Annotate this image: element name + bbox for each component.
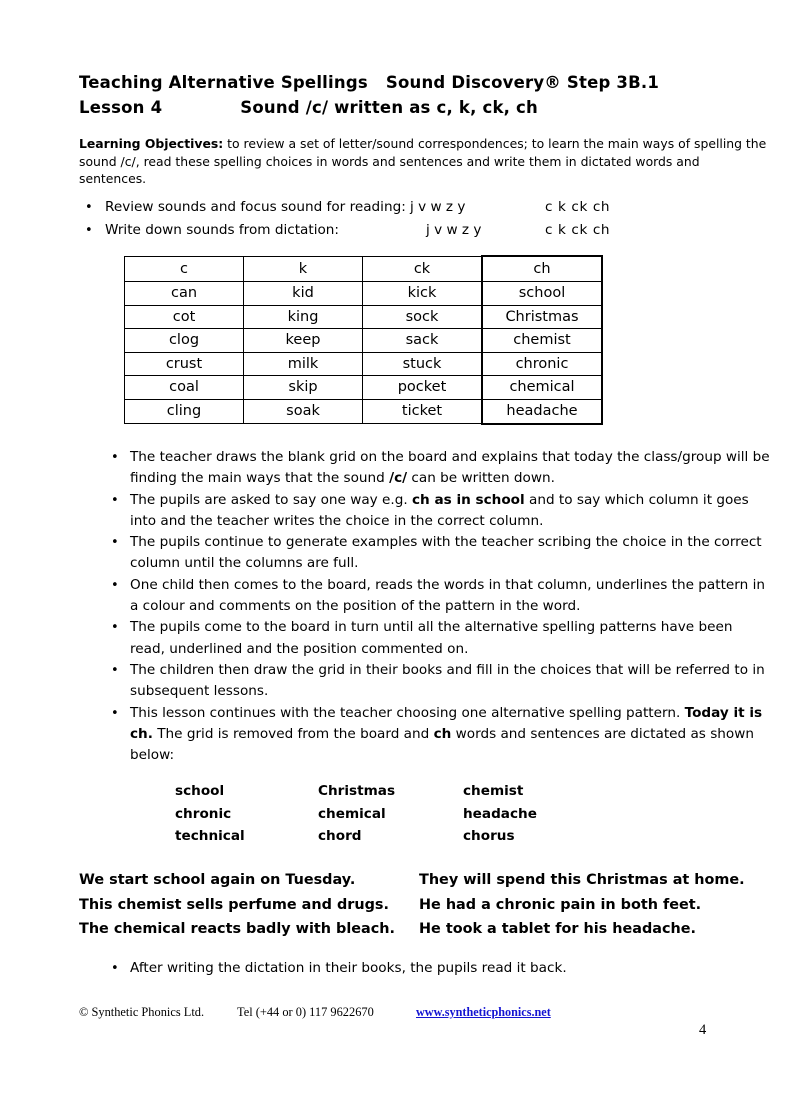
review-bullet-item xyxy=(79,219,769,242)
bullet-glyph-icon: • xyxy=(111,620,119,636)
review-bullet-label: Review sounds and focus sound for reading: xyxy=(105,199,406,215)
focus-sounds-group: c k ck ch xyxy=(545,199,611,215)
spelling-grid-cell: pocket xyxy=(363,376,483,400)
dictation-sentence: This chemist sells perfume and drugs. xyxy=(79,896,389,913)
lesson-step-item xyxy=(110,447,770,490)
spelling-grid-cell: kid xyxy=(244,282,363,306)
lesson-step-text: The pupils continue to generate examples with the teacher scribing the choice in the correct column until the columns are full. xyxy=(130,534,762,572)
lesson-step-text: words and sentences are dictated as shown below: xyxy=(130,725,754,764)
spelling-grid-cell: can xyxy=(125,282,244,306)
bullet-glyph-icon: • xyxy=(85,200,93,215)
spelling-grid-cell: king xyxy=(244,305,363,329)
spelling-grid-cell: chronic xyxy=(482,352,602,376)
lesson-step-item xyxy=(110,490,770,533)
spelling-grid-column-header: ch xyxy=(482,256,602,282)
spelling-grid-cell: ticket xyxy=(363,399,483,423)
learning-objectives xyxy=(79,135,769,188)
page-number: 4 xyxy=(699,1022,707,1038)
dictation-sentence: The chemical reacts badly with bleach. xyxy=(79,921,395,937)
spelling-grid-cell: sack xyxy=(363,329,483,353)
dictation-sentence-row xyxy=(79,893,779,918)
bullet-glyph-icon: • xyxy=(111,662,119,678)
dictation-word: chemical xyxy=(318,805,386,822)
dictation-sentence-row xyxy=(79,917,779,942)
spelling-grid-cell: milk xyxy=(244,352,363,376)
bullet-glyph-icon: • xyxy=(111,705,119,721)
header-step-label: Sound Discovery® Step 3B.1 xyxy=(385,73,660,92)
lesson-steps-list xyxy=(110,447,770,766)
review-bullet-item xyxy=(79,196,769,219)
learning-objectives-text: to review a set of letter/sound correspondences; to learn the main ways of spelling the sound /c/, read these spelling choices in words and sentences and write them in dictated words and sentences. xyxy=(79,136,767,186)
dictation-sentence: We start school again on Tuesday. xyxy=(79,872,356,888)
spelling-grid-cell: cot xyxy=(125,305,244,329)
table-row xyxy=(125,282,603,306)
header-title-main: Teaching Alternative Spellings xyxy=(79,73,368,92)
table-row xyxy=(125,352,603,376)
dictation-sentence: He had a chronic pain in both feet. xyxy=(419,896,702,913)
dictation-word-list xyxy=(175,780,595,848)
bullet-glyph-icon: • xyxy=(111,492,119,508)
spelling-grid-wrapper xyxy=(124,255,603,425)
spelling-grid-cell: school xyxy=(482,282,602,306)
lesson-step-text: One child then comes to the board, reads the words in that column, underlines the pattern in a colour and comments on the position of the pattern in the word. xyxy=(130,576,765,615)
lesson-step-item xyxy=(110,660,770,703)
spelling-grid-cell: crust xyxy=(125,352,244,376)
spelling-grid-column-header: ck xyxy=(363,256,483,282)
lesson-step-text: The children then draw the grid in their books and fill in the choices that will be referred to in subsequent lessons. xyxy=(130,661,765,700)
review-bullet-list xyxy=(79,196,769,242)
lesson-step-text: The pupils come to the board in turn until all the alternative spelling patterns have been read, underlined and the position commented on. xyxy=(130,619,733,657)
spelling-grid-cell: stuck xyxy=(363,352,483,376)
dictation-word-row xyxy=(175,803,595,826)
bullet-glyph-icon: • xyxy=(111,535,119,551)
lesson-step-text: and to say which column it goes into and the teacher writes the choice in the correct column. xyxy=(130,491,749,529)
dictation-word: chorus xyxy=(463,828,515,845)
spelling-grid-cell: sock xyxy=(363,305,483,329)
lesson-step-text: This lesson continues with the teacher choosing one alternative spelling pattern. xyxy=(130,704,685,721)
lesson-step-item xyxy=(110,575,770,618)
dictation-word: technical xyxy=(175,828,245,845)
spelling-grid-cell: kick xyxy=(363,282,483,306)
lesson-step-item xyxy=(110,703,770,767)
footer-telephone: Tel (+44 or 0) 117 9622670 xyxy=(237,1005,374,1019)
spelling-grid-head xyxy=(125,256,603,282)
lesson-step-text: The teacher draws the blank grid on the board and explains that today the class/group will be finding the main ways that the sound xyxy=(130,449,770,487)
dictation-word: chord xyxy=(318,828,362,845)
dictation-sentence-row xyxy=(79,868,779,893)
spelling-grid-cell: Christmas xyxy=(482,305,602,329)
spelling-grid-column-header: c xyxy=(125,256,244,282)
lesson-step-text: The pupils are asked to say one way e.g. xyxy=(130,491,412,508)
table-row xyxy=(125,399,603,423)
page-header xyxy=(79,70,759,120)
spelling-grid-cell: skip xyxy=(244,376,363,400)
learning-objectives-label: Learning Objectives: xyxy=(79,136,224,151)
lesson-step-item xyxy=(110,532,770,575)
dictation-sentence-list xyxy=(79,868,779,942)
spelling-grid xyxy=(124,255,603,425)
lesson-step-item xyxy=(110,617,770,660)
dictation-word: headache xyxy=(463,805,537,822)
spelling-grid-cell: headache xyxy=(482,399,602,423)
lesson-step-emphasis: ch xyxy=(433,725,452,742)
dictation-sentence: He took a tablet for his headache. xyxy=(419,921,696,937)
table-row xyxy=(125,305,603,329)
spelling-grid-header-row xyxy=(125,256,603,282)
bullet-glyph-icon: • xyxy=(111,961,119,976)
dictation-word: school xyxy=(175,783,225,799)
review-bullet-label: Write down sounds from dictation: xyxy=(105,222,339,238)
header-lesson-label: Lesson 4 xyxy=(79,98,163,117)
dictation-word: chronic xyxy=(175,805,232,822)
lesson-step-emphasis: Today it is ch. xyxy=(130,704,763,742)
bullet-glyph-icon: • xyxy=(111,577,119,593)
spelling-grid-cell: chemist xyxy=(482,329,602,353)
focus-sounds-group: c k ck ch xyxy=(545,222,611,238)
header-line-2 xyxy=(79,95,759,120)
dictation-word-row xyxy=(175,825,595,848)
spelling-grid-column-header: k xyxy=(244,256,363,282)
lesson-step-text: can be written down. xyxy=(407,470,555,487)
dictation-word: chemist xyxy=(463,783,524,799)
lesson-step-emphasis: /c/ xyxy=(389,470,408,487)
footer-copyright: © Synthetic Phonics Ltd. xyxy=(79,1005,205,1019)
closing-bullet-text: After writing the dictation in their books, the pupils read it back. xyxy=(130,960,567,976)
spelling-grid-cell: coal xyxy=(125,376,244,400)
spelling-grid-cell: cling xyxy=(125,399,244,423)
review-sounds-group: j v w z y xyxy=(426,222,482,238)
spelling-grid-cell: keep xyxy=(244,329,363,353)
dictation-word-row xyxy=(175,780,595,803)
lesson-step-emphasis: ch as in school xyxy=(411,491,525,508)
spelling-grid-cell: chemical xyxy=(482,376,602,400)
table-row xyxy=(125,329,603,353)
dictation-word: Christmas xyxy=(318,783,396,799)
review-sounds-group: j v w z y xyxy=(410,199,466,215)
bullet-glyph-icon: • xyxy=(85,223,93,238)
footer-website-link[interactable]: www.syntheticphonics.net xyxy=(416,1005,551,1019)
spelling-grid-cell: soak xyxy=(244,399,363,423)
header-sound-label: Sound /c/ written as c, k, ck, ch xyxy=(240,98,538,117)
bullet-glyph-icon: • xyxy=(111,450,119,465)
header-line-1 xyxy=(79,70,759,95)
spelling-grid-cell: clog xyxy=(125,329,244,353)
spelling-grid-body xyxy=(125,282,603,424)
table-row xyxy=(125,376,603,400)
lesson-step-text: The grid is removed from the board and xyxy=(152,725,434,742)
dictation-sentence: They will spend this Christmas at home. xyxy=(419,872,745,888)
closing-bullet xyxy=(110,958,770,979)
